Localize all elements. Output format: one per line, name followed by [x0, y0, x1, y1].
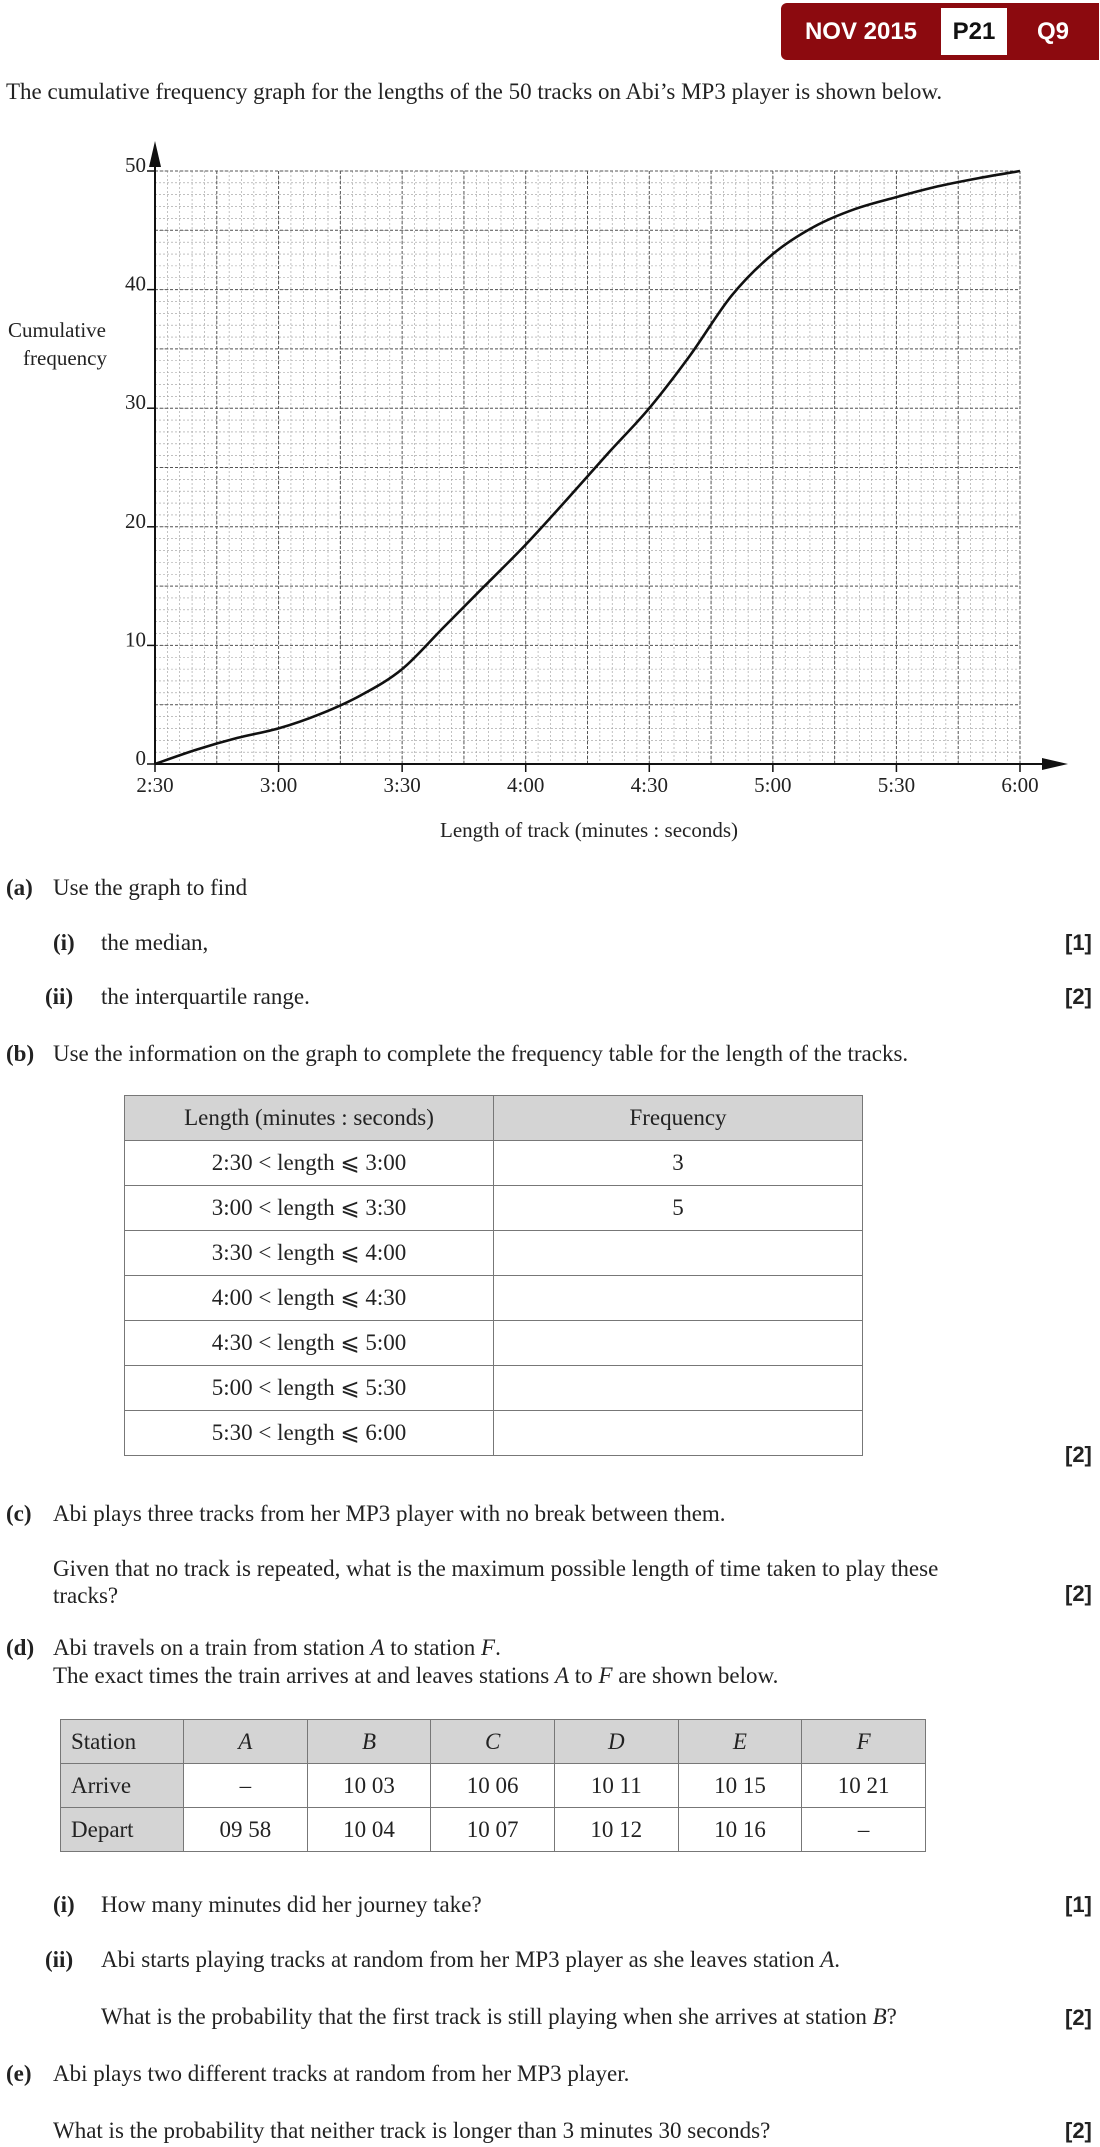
y-tick-label: 50	[125, 153, 146, 177]
arrive-cell: 10 15	[678, 1764, 802, 1808]
arrive-cell: 10 06	[431, 1764, 555, 1808]
x-tick-label: 5:30	[877, 773, 916, 797]
x-tick-label: 4:30	[630, 773, 668, 797]
y-tick-label: 30	[125, 390, 146, 415]
station-header: Station	[61, 1720, 184, 1764]
x-tick-label: 3:30	[383, 773, 421, 797]
cumulative-frequency-graph	[0, 130, 1100, 850]
length-cell: 2:30 < length ⩽ 3:00	[125, 1141, 494, 1186]
arrive-cell: –	[184, 1764, 308, 1808]
depart-cell: –	[802, 1808, 926, 1852]
session-label: NOV 2015	[804, 18, 918, 45]
part-a-ii-marks: [2]	[1065, 984, 1092, 1009]
part-d-text2: The exact times the train arrives at and leaves stations A to F are shown below.	[53, 1663, 779, 1688]
frequency-table	[124, 1095, 863, 1456]
table-row	[125, 1141, 863, 1186]
part-e-marks: [2]	[1065, 2118, 1092, 2143]
part-a-ii-text: the interquartile range.	[101, 984, 310, 1009]
table-row	[125, 1186, 863, 1231]
part-b-text: Use the information on the graph to complete the frequency table for the length of the tracks.	[53, 1041, 909, 1066]
arrive-header: Arrive	[61, 1764, 184, 1808]
x-tick-label: 3:00	[259, 773, 298, 797]
part-a-label: (a)	[6, 875, 33, 900]
intro-text: The cumulative frequency graph for the lengths of the 50 tracks on Abi’s MP3 player is shown below.	[6, 79, 943, 104]
y-tick-label: 0	[135, 746, 146, 770]
part-b-marks: [2]	[1065, 1442, 1092, 1467]
x-axis-arrow	[1042, 758, 1068, 770]
part-d-i-label: (i)	[53, 1892, 75, 1917]
table-row	[125, 1321, 863, 1366]
part-e-text2: What is the probability that neither track is longer than 3 minutes 30 seconds?	[53, 2118, 771, 2143]
question-label: Q9	[1036, 18, 1069, 45]
x-tick-label: 5:00	[754, 773, 792, 797]
x-tick-label: 4:00	[507, 773, 545, 797]
part-e-text1: Abi plays two different tracks at random from her MP3 player.	[53, 2061, 630, 2086]
y-tick-label: 10	[125, 627, 146, 652]
part-d-i-text: How many minutes did her journey take?	[101, 1892, 482, 1917]
length-cell: 5:00 < length ⩽ 5:30	[125, 1366, 494, 1411]
length-cell: 4:00 < length ⩽ 4:30	[125, 1276, 494, 1321]
depart-cell: 09 58	[184, 1808, 308, 1852]
frequency-cell[interactable]	[494, 1321, 863, 1366]
header-frequency: Frequency	[494, 1096, 863, 1141]
part-d-i-marks: [1]	[1065, 1892, 1092, 1917]
frequency-cell[interactable]	[494, 1411, 863, 1456]
y-axis-label-line2: frequency	[23, 346, 107, 370]
y-tick-label: 40	[125, 271, 146, 296]
part-a-i-marks: [1]	[1065, 930, 1092, 955]
station-cell: E	[678, 1720, 802, 1764]
depart-header: Depart	[61, 1808, 184, 1852]
part-b-label: (b)	[6, 1041, 35, 1066]
part-a-i-label: (i)	[53, 930, 75, 955]
part-d-ii-text1: Abi starts playing tracks at random from her MP3 player as she leaves station A.	[101, 1947, 841, 1972]
table-row	[125, 1276, 863, 1321]
depart-cell: 10 07	[431, 1808, 555, 1852]
frequency-cell[interactable]: 3	[494, 1141, 863, 1186]
part-a-ii-label: (ii)	[45, 984, 74, 1009]
part-d-label: (d)	[6, 1635, 35, 1660]
part-c-text2b: tracks?	[53, 1583, 119, 1608]
frequency-cell[interactable]: 5	[494, 1186, 863, 1231]
part-a-i-text: the median,	[101, 930, 209, 955]
table-row	[125, 1366, 863, 1411]
x-tick-label: 2:30	[136, 773, 174, 797]
arrive-cell: 10 21	[802, 1764, 926, 1808]
train-timetable	[60, 1719, 926, 1852]
table-row	[125, 1231, 863, 1276]
table-row	[125, 1411, 863, 1456]
depart-cell: 10 16	[678, 1808, 802, 1852]
part-d-ii-text2: What is the probability that the first track is still playing when she arrives at station B?	[101, 2004, 897, 2029]
part-e-label: (e)	[6, 2061, 32, 2086]
x-axis-label: Length of track (minutes : seconds)	[440, 818, 738, 842]
part-c-text2a: Given that no track is repeated, what is the maximum possible length of time taken to play these	[53, 1556, 939, 1581]
part-d-text1: Abi travels on a train from station A to station F.	[53, 1635, 501, 1660]
depart-cell: 10 04	[307, 1808, 431, 1852]
length-cell: 3:30 < length ⩽ 4:00	[125, 1231, 494, 1276]
part-d-ii-marks: [2]	[1065, 2005, 1092, 2030]
part-a-text: Use the graph to find	[53, 875, 248, 900]
frequency-cell[interactable]	[494, 1231, 863, 1276]
station-cell: D	[554, 1720, 678, 1764]
y-tick-label: 20	[125, 508, 146, 533]
station-cell: F	[802, 1720, 926, 1764]
header-length: Length (minutes : seconds)	[125, 1096, 494, 1141]
station-cell: A	[184, 1720, 308, 1764]
y-axis-arrow	[149, 141, 161, 167]
timetable-depart-row	[61, 1808, 926, 1852]
paper-label: P21	[941, 8, 1007, 55]
length-cell: 4:30 < length ⩽ 5:00	[125, 1321, 494, 1366]
part-c-label: (c)	[6, 1501, 32, 1526]
header-badge	[781, 3, 1099, 60]
x-tick-label: 6:00	[1001, 773, 1039, 797]
timetable-arrive-row	[61, 1764, 926, 1808]
station-cell: C	[431, 1720, 555, 1764]
part-c-text1: Abi plays three tracks from her MP3 player with no break between them.	[53, 1501, 726, 1526]
y-axis-label-line1: Cumulative	[8, 318, 106, 342]
depart-cell: 10 12	[554, 1808, 678, 1852]
station-cell: B	[307, 1720, 431, 1764]
frequency-cell[interactable]	[494, 1276, 863, 1321]
timetable-station-row	[61, 1720, 926, 1764]
length-cell: 3:00 < length ⩽ 3:30	[125, 1186, 494, 1231]
part-c-marks: [2]	[1065, 1581, 1092, 1606]
arrive-cell: 10 03	[307, 1764, 431, 1808]
part-d-ii-label: (ii)	[45, 1947, 74, 1972]
arrive-cell: 10 11	[554, 1764, 678, 1808]
frequency-table-header	[125, 1096, 863, 1141]
frequency-cell[interactable]	[494, 1366, 863, 1411]
length-cell: 5:30 < length ⩽ 6:00	[125, 1411, 494, 1456]
